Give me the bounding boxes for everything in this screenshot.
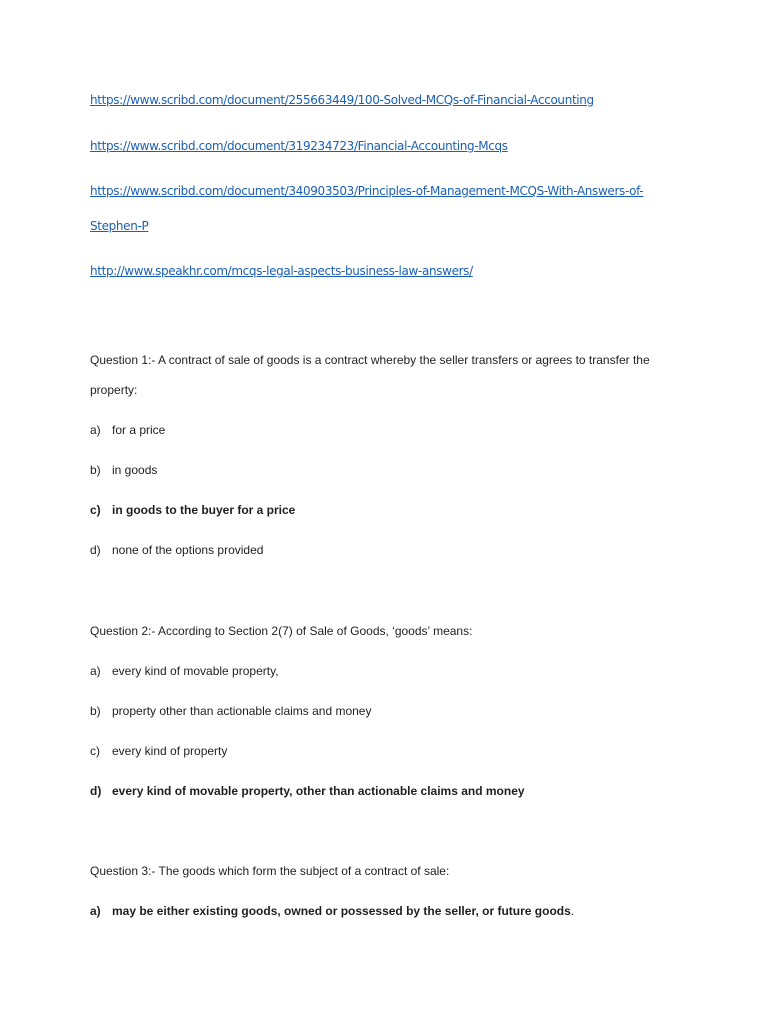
link-speakhr-business-law[interactable]: http://www.speakhr.com/mcqs-legal-aspects-business-law-answers/: [90, 264, 473, 278]
option-letter: b): [90, 463, 101, 477]
option-text: none of the options provided: [112, 543, 264, 557]
option-text: in goods: [112, 463, 158, 477]
link-principles-of-management-mcqs-continued[interactable]: Stephen-P: [90, 219, 149, 233]
question-2-option-a: [90, 664, 279, 678]
question-3-text: Question 3:- The goods which form the subject of a contract of sale:: [90, 864, 450, 878]
option-text: in goods to the buyer for a price: [112, 503, 296, 517]
question-3-option-a-answer: [90, 904, 574, 918]
question-2-text: Question 2:- According to Section 2(7) of Sale of Goods, ‘goods’ means:: [90, 624, 473, 638]
question-1-option-c-answer: [90, 503, 295, 517]
option-letter: a): [90, 423, 101, 437]
option-letter: a): [90, 664, 101, 678]
option-letter: d): [90, 543, 101, 557]
option-text: property other than actionable claims and money: [112, 704, 372, 718]
question-1-option-b: [90, 463, 157, 477]
question-1-text-continued: property:: [90, 383, 138, 397]
option-suffix: .: [570, 904, 575, 918]
question-2-option-d-answer: [90, 784, 525, 798]
option-text: may be either existing goods, owned or possessed by the seller, or future goods: [112, 904, 571, 918]
question-1-option-d: [90, 543, 263, 557]
option-text: for a price: [112, 423, 166, 437]
option-letter: a): [90, 904, 101, 918]
link-financial-accounting-solved-mcqs[interactable]: https://www.scribd.com/document/255663449/100-Solved-MCQs-of-Financial-Accounting: [90, 93, 594, 107]
option-letter: c): [90, 744, 100, 758]
option-text: every kind of property: [112, 744, 228, 758]
question-1-option-a: [90, 423, 165, 437]
option-text: every kind of movable property, other than actionable claims and money: [112, 784, 525, 798]
question-2-option-c: [90, 744, 227, 758]
question-1-text: Question 1:- A contract of sale of goods is a contract whereby the seller transfers or agrees to transfer the: [90, 353, 650, 367]
option-letter: c): [90, 503, 101, 517]
option-letter: d): [90, 784, 102, 798]
option-text: every kind of movable property,: [112, 664, 279, 678]
link-financial-accounting-mcqs[interactable]: https://www.scribd.com/document/319234723/Financial-Accounting-Mcqs: [90, 139, 508, 153]
link-principles-of-management-mcqs[interactable]: https://www.scribd.com/document/340903503/Principles-of-Management-MCQS-With-Answers-of-: [90, 184, 644, 198]
option-letter: b): [90, 704, 101, 718]
question-2-option-b: [90, 704, 371, 718]
